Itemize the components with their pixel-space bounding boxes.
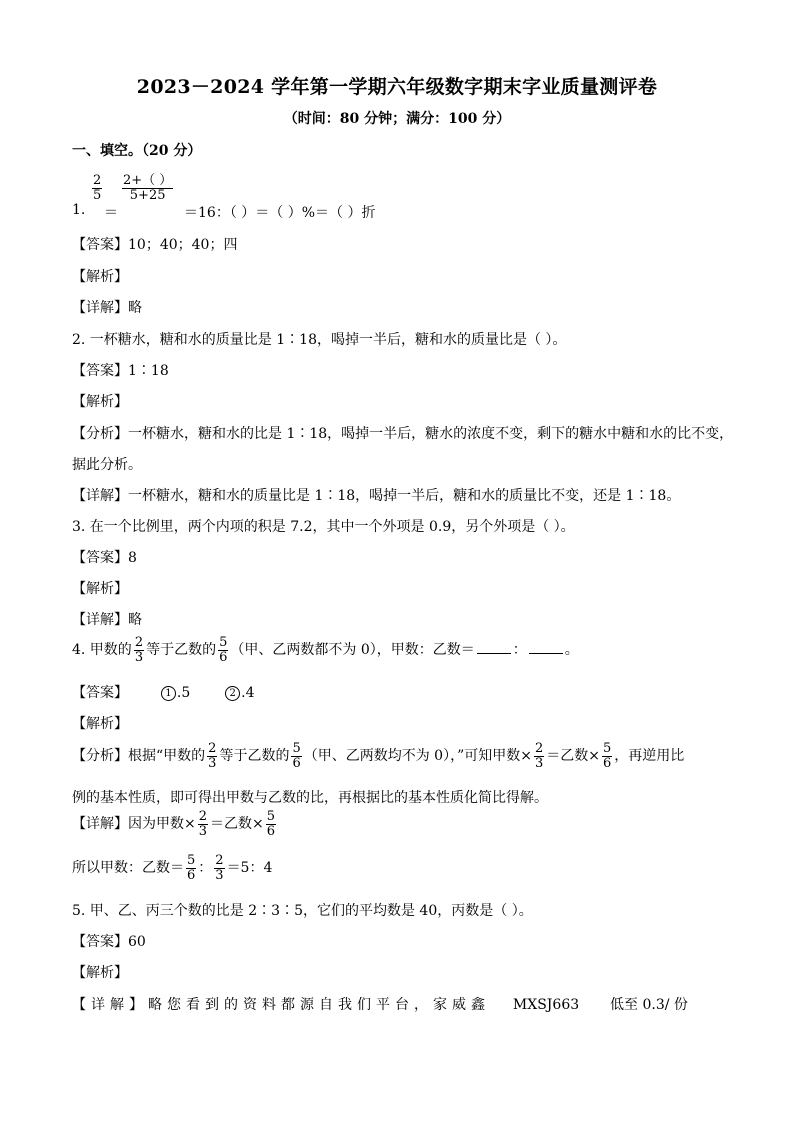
q4-fenxi-line2: 例的基本性质，即可得出甲数与乙数的比，再根据比的基本性质化简比得解。 — [72, 790, 548, 806]
q4-fenxi-part: 【分析】根据“甲数的 — [72, 748, 206, 765]
q4-frac-num: 5 — [187, 853, 196, 868]
q4-text-part: 4. 甲数的 — [72, 642, 132, 659]
q1-number: 1. — [72, 202, 86, 218]
q4-detail — [72, 810, 278, 838]
q4-frac-den: 3 — [208, 755, 217, 771]
q4-answer — [72, 682, 255, 702]
page-title: 2023－2024 学年第一学期六年级数字期末字业质量测评卷 — [136, 76, 658, 98]
q4-frac-den: 3 — [134, 649, 144, 665]
q2-answer: 【答案】1∶18 — [72, 363, 169, 379]
q5-detail — [72, 994, 688, 1014]
q4-solution — [72, 854, 272, 882]
q4-answer-label: 【答案】 — [72, 685, 128, 701]
q4-fenxi-line1 — [72, 742, 684, 770]
q4-frac-num: 2 — [208, 741, 217, 756]
q1-detail: 【详解】略 — [72, 300, 142, 316]
q4-frac-den: 3 — [215, 867, 224, 883]
q4-frac-num: 5 — [219, 635, 228, 650]
q1-frac2-num: 2+（ ） — [123, 173, 173, 188]
section-heading: 一、填空。（20 分） — [72, 143, 202, 159]
answer-blank — [477, 641, 511, 654]
q4-frac-den: 3 — [534, 755, 544, 771]
q1-fraction-small — [90, 174, 104, 202]
q4-text-part: 。 — [564, 642, 579, 659]
q3-analysis: 【解析】 — [72, 581, 128, 597]
q4-frac-num: 2 — [534, 741, 544, 756]
q4-frac-num: 5 — [266, 809, 276, 824]
q5-detail-code: MXSJ663 — [512, 997, 580, 1013]
q5-answer: 【答案】60 — [72, 934, 146, 950]
q1-answer: 【答案】10；40；40；四 — [72, 237, 238, 253]
q5-detail-price: 低至 0.3/ 份 — [610, 997, 688, 1013]
q5-text: 5. 甲、乙、丙三个数的比是 2∶3∶5，它们的平均数是 40，丙数是（ ）。 — [72, 903, 533, 919]
q4-frac-den: 6 — [219, 649, 228, 665]
q4-frac-num: 5 — [603, 741, 612, 756]
q2-analysis: 【解析】 — [72, 394, 128, 410]
q1-analysis: 【解析】 — [72, 269, 128, 285]
exam-info: （时间：80 分钟；满分：100 分） — [283, 111, 511, 127]
q5-analysis: 【解析】 — [72, 965, 128, 981]
q4-text-part: （甲、乙两数都不为 0），甲数：乙数＝ — [230, 642, 475, 659]
q4-text-part: ： — [512, 642, 527, 659]
q5-detail-text: 【详解】略您看到的资料都源自我们平台，家威鑫 — [72, 997, 490, 1013]
q1-frac1-den: 5 — [93, 187, 102, 203]
q4-frac-den: 6 — [187, 867, 196, 883]
q4-analysis: 【解析】 — [72, 716, 128, 732]
q2-fenxi-line1: 【分析】一杯糖水，糖和水的比是 1∶18，喝掉一半后，糖水的浓度不变，剩下的糖水中糖和水的比不变， — [72, 426, 734, 442]
q4-fenxi-part: ＝乙数× — [546, 748, 600, 765]
q4-fenxi-part: （甲、乙两数均不为 0），”可知甲数× — [303, 748, 532, 765]
q1-fraction-large — [120, 174, 175, 202]
q4-solution-part: 所以甲数：乙数＝ — [72, 860, 184, 877]
q4-fenxi-part: 等于乙数的 — [219, 748, 290, 765]
q4-detail-part: 【详解】因为甲数× — [72, 816, 196, 833]
q3-detail: 【详解】略 — [72, 612, 142, 628]
q1-equals: ＝ — [104, 205, 118, 221]
q4-solution-part: ＝5：4 — [226, 860, 273, 877]
circled-number-icon: 1 — [161, 686, 176, 701]
q4-text — [72, 636, 579, 664]
q3-answer: 【答案】8 — [72, 550, 137, 566]
circled-number-icon: 2 — [225, 686, 240, 701]
answer-blank — [529, 641, 563, 654]
q1-frac2-den: 5+25 — [129, 187, 166, 203]
q4-detail-part: ＝乙数× — [210, 816, 264, 833]
q1-frac1-num: 2 — [93, 173, 102, 188]
q4-text-part: 等于乙数的 — [146, 642, 217, 659]
q1-text: ＝16：（ ）＝（ ）%＝（ ）折 — [184, 205, 376, 221]
q2-detail: 【详解】一杯糖水，糖和水的质量比是 1∶18，喝掉一半后，糖和水的质量比不变，还是 1∶18。 — [72, 488, 681, 504]
q3-text: 3. 在一个比例里，两个内项的积是 7.2，其中一个外项是 0.9，另个外项是（ ）。 — [72, 519, 575, 535]
q2-fenxi-line2: 据此分析。 — [72, 457, 142, 473]
q4-answer-value: .4 — [241, 685, 255, 701]
q4-frac-den: 6 — [266, 823, 276, 839]
q4-frac-num: 2 — [134, 635, 144, 650]
q4-solution-part: ： — [198, 860, 213, 877]
q4-frac-den: 6 — [292, 755, 301, 771]
q4-frac-den: 6 — [603, 755, 612, 771]
q2-text: 2. 一杯糖水，糖和水的质量比是 1∶18，喝掉一半后，糖和水的质量比是（ ）。 — [72, 332, 567, 348]
q4-frac-num: 2 — [198, 809, 208, 824]
q4-fenxi-part: ，再逆用比 — [614, 748, 685, 765]
q4-answer-value: .5 — [176, 685, 191, 701]
q4-frac-num: 2 — [215, 853, 224, 868]
q4-frac-den: 3 — [198, 823, 208, 839]
q4-frac-num: 5 — [292, 741, 301, 756]
